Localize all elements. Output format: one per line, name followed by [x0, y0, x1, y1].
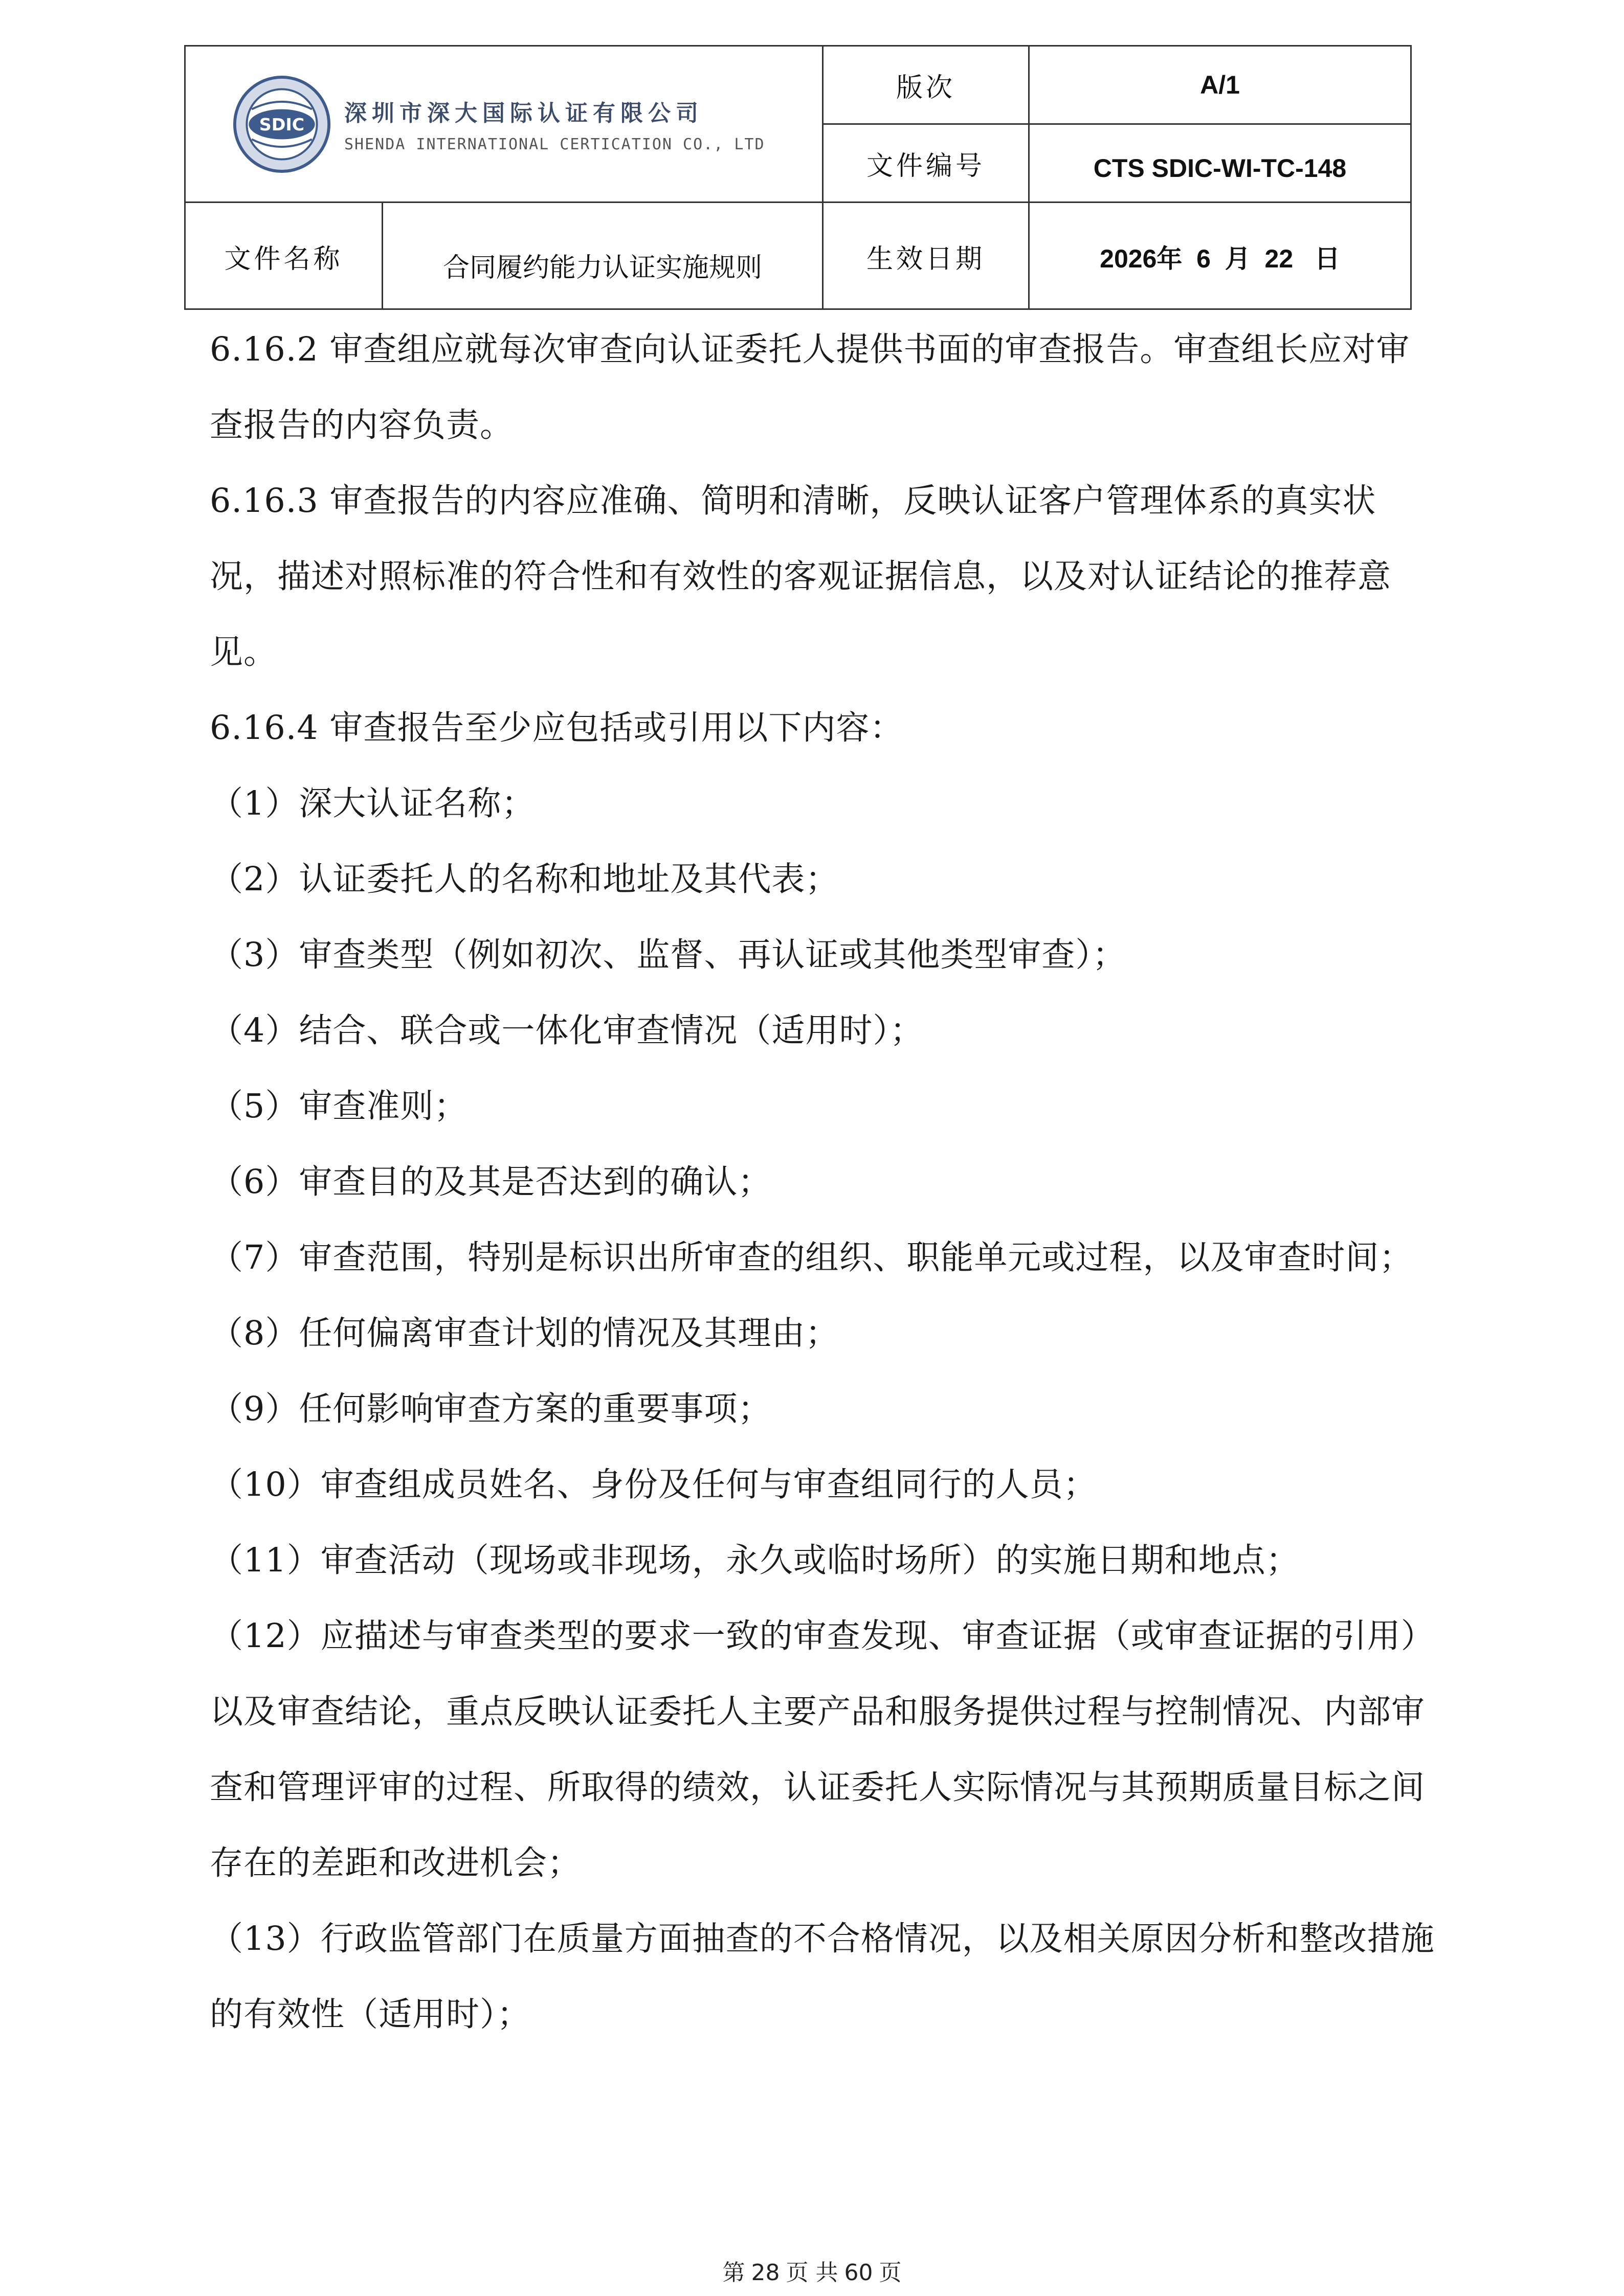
footer-suffix: 页 [879, 2260, 902, 2286]
effective-date-label: 生效日期 [866, 244, 985, 275]
list-item: （7）审查范围，特别是标识出所审查的组织、职能单元或过程，以及审查时间； [210, 1239, 1413, 1277]
list-item: （6）审查目的及其是否达到的确认； [210, 1163, 772, 1201]
doc-number-label: 文件编号 [866, 150, 985, 182]
list-item: （13）行政监管部门在质量方面抽查的不合格情况，以及相关原因分析和整改措施的有效性（适用时）； [210, 1920, 1435, 2034]
version-value: A/1 [1200, 71, 1240, 99]
list-item: （11）审查活动（现场或非现场，永久或临时场所）的实施日期和地点； [210, 1541, 1300, 1580]
paragraph-6-16-4: 6.16.4 审查报告至少应包括或引用以下内容： [210, 709, 904, 747]
doc-name-label: 文件名称 [224, 244, 343, 275]
effective-date-value: 2026年 6 月 22 日 [1100, 244, 1340, 273]
list-item: （8）任何偏离审查计划的情况及其理由； [210, 1314, 839, 1353]
company-logo-cell [186, 47, 822, 201]
list-item: （9）任何影响审查方案的重要事项； [210, 1390, 772, 1428]
sdic-logo-icon [232, 74, 332, 174]
document-body [210, 312, 1437, 2053]
version-label: 版次 [896, 72, 955, 103]
page-footer [0, 2254, 1624, 2287]
list-item: （2）认证委托人的名称和地址及其代表； [210, 860, 839, 898]
svg-text:SDIC: SDIC [259, 114, 305, 134]
page-number: 28 [751, 2260, 780, 2286]
company-name-cn: 深圳市深大国际认证有限公司 [344, 100, 703, 126]
doc-name-value: 合同履约能力认证实施规则 [442, 253, 762, 283]
footer-middle: 页 共 [786, 2260, 838, 2286]
paragraph-6-16-2: 6.16.2 审查组应就每次审查向认证委托人提供书面的审查报告。审查组长应对审查报告的内容负责。 [210, 330, 1410, 444]
paragraph-6-16-3: 6.16.3 审查报告的内容应准确、简明和清晰，反映认证客户管理体系的真实状况，描述对照标准的符合性和有效性的客观证据信息，以及对认证结论的推荐意见。 [210, 482, 1392, 671]
list-item: （10）审查组成员姓名、身份及任何与审查组同行的人员； [210, 1466, 1097, 1504]
list-item: （1）深大认证名称； [210, 784, 536, 823]
document-header-table [184, 45, 1412, 310]
footer-prefix: 第 [722, 2260, 745, 2286]
list-item: （4）结合、联合或一体化审查情况（适用时）； [210, 1011, 924, 1050]
page-total: 60 [844, 2260, 873, 2286]
list-item: （3）审查类型（例如初次、监督、再认证或其他类型审查）； [210, 936, 1126, 974]
company-logo [232, 74, 765, 174]
company-name-en: SHENDA INTERNATIONAL CERTICATION CO., LTD [344, 136, 765, 153]
list-item: （12）应描述与审查类型的要求一致的审查发现、审查证据（或审查证据的引用）以及审查结论，重点反映认证委托人主要产品和服务提供过程与控制情况、内部审查和管理评审的过程、所取得的绩效，认证委托人实际情况与其预期质量目标之间存在的差距和改进机会； [210, 1617, 1435, 1882]
list-item: （5）审查准则； [210, 1087, 468, 1126]
doc-number-value: CTS SDIC-WI-TC-148 [1093, 154, 1347, 183]
